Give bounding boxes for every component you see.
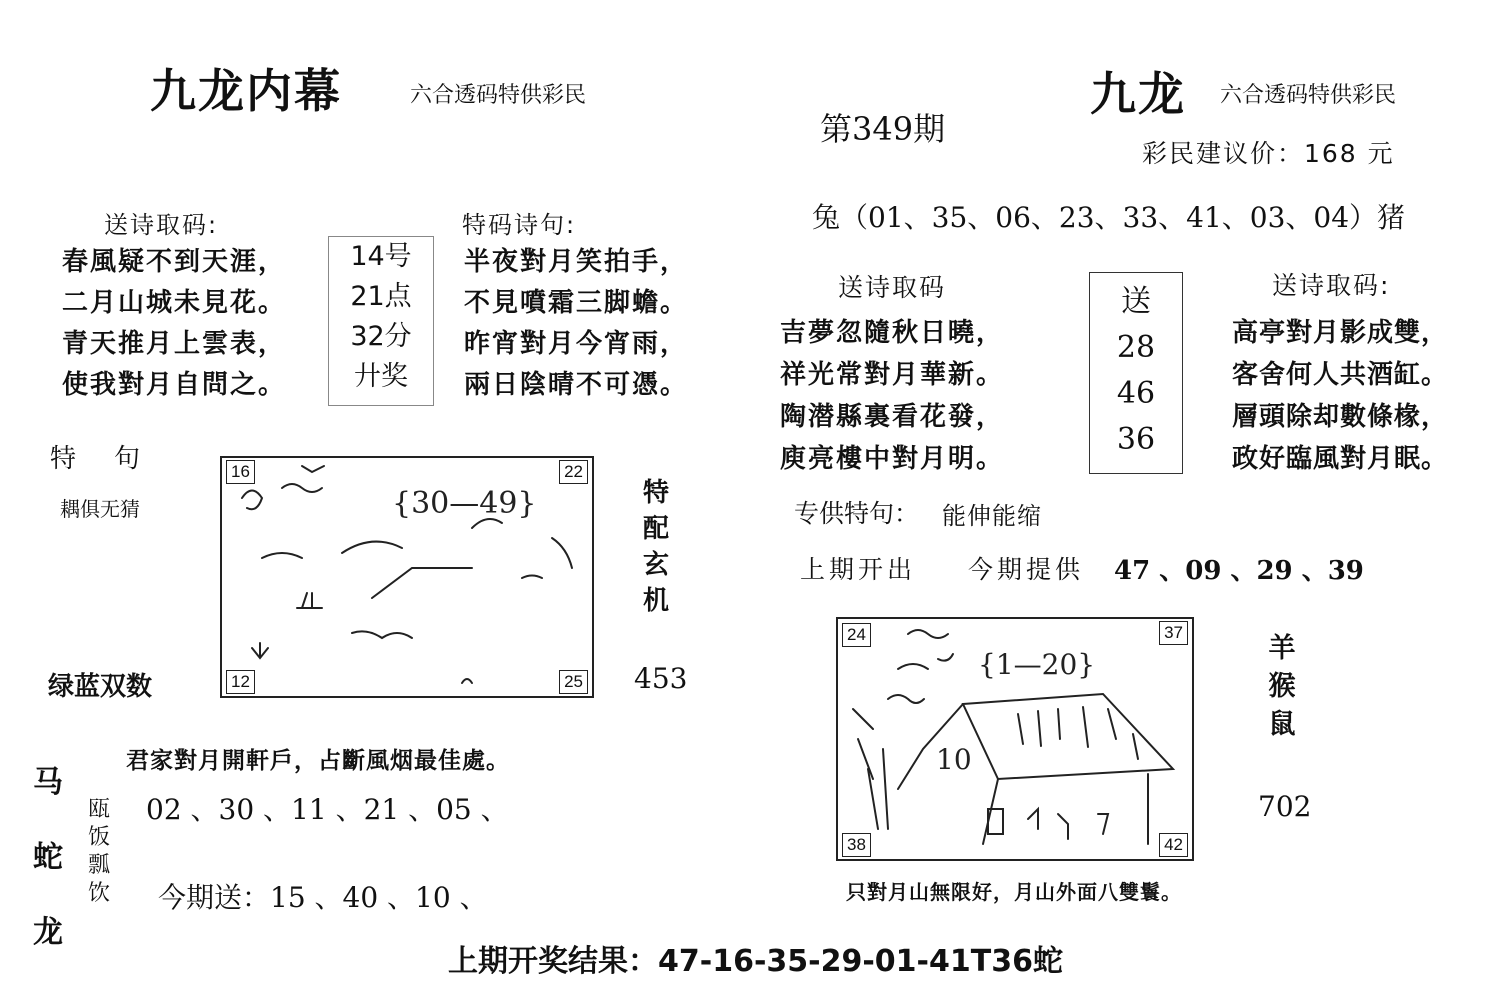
send-line: 36 — [1116, 422, 1156, 457]
left-poem-header: 送诗取码: — [104, 211, 219, 239]
side-char: 羊 — [1268, 633, 1296, 664]
right-poem-header-right: 送诗取码: — [1272, 271, 1391, 300]
frame-corner-top-left: 16 — [226, 460, 255, 484]
right-poem-left — [780, 312, 1004, 480]
frame-corner-bottom-left: 38 — [842, 833, 871, 857]
poem-line: 吉夢忽隨秋日曉， — [780, 318, 1005, 348]
left-numbers: 02 、30 、11 、21 、05 、 — [146, 793, 509, 826]
poem-line: 半夜對月笑拍手， — [464, 247, 689, 277]
send-line: 28 — [1116, 330, 1156, 365]
side-char: 特 — [642, 478, 669, 508]
right-footer: 只對月山無限好，月山外面八雙鬟。 — [846, 880, 1182, 904]
house-label: 10 — [936, 743, 972, 776]
zhuan-text: 能伸能缩 — [942, 502, 1042, 530]
zodiac-vertical — [30, 745, 66, 970]
hand-sketch — [222, 458, 592, 696]
sub-char: 饭 — [87, 825, 110, 850]
right-title: 九龙 — [1090, 67, 1186, 121]
send-box — [1089, 272, 1183, 474]
sub-char: 瓢 — [87, 853, 110, 878]
right-poem-right — [1232, 312, 1448, 480]
poem-line: 祥光常對月華新。 — [780, 360, 1005, 390]
box-line: 廾奖 — [354, 361, 408, 392]
special-poem-header: 特码诗句: — [462, 211, 577, 239]
left-sketch-frame — [220, 456, 594, 698]
range-line: 兔（01、35、06、23、33、41、03、04）猪 — [812, 201, 1406, 234]
box-line: 14号 — [350, 241, 412, 272]
zhuan-label: 专供特句： — [794, 499, 920, 528]
right-side-number: 702 — [1258, 790, 1312, 823]
poem-line: 昨宵對月今宵雨， — [464, 329, 689, 359]
poem-line: 政好臨風對月眠。 — [1232, 444, 1449, 474]
lv-lan-label: 绿蓝双数 — [48, 672, 153, 702]
house-sketch — [838, 619, 1192, 859]
poem-line: 層頭除却數條椽， — [1232, 402, 1449, 432]
poem-line: 客舍何人共酒缸。 — [1232, 360, 1449, 390]
right-side-vertical — [1262, 630, 1302, 744]
poem-line: 陶潜縣裏看花發， — [780, 402, 1005, 432]
send-line: 46 — [1116, 376, 1156, 411]
special-poem — [464, 242, 688, 406]
right-subtitle: 六合透码特供彩民 — [1220, 83, 1397, 108]
poem-line: 庾亮樓中對月明。 — [780, 444, 1005, 474]
today-send: 今期送：15 、40 、10 、 — [158, 881, 488, 914]
frame-corner-top-left: 24 — [842, 623, 871, 647]
side-char: 机 — [642, 586, 669, 616]
box-line: 21点 — [350, 281, 412, 312]
last-result: 上期开奖结果：47-16-35-29-01-41T36蛇 — [448, 944, 1063, 979]
side-char: 配 — [642, 514, 669, 544]
left-subtitle: 六合透码特供彩民 — [410, 83, 587, 108]
sub-char: 瓯 — [87, 797, 110, 822]
last-open-label: 上期开出 — [800, 555, 917, 584]
side-char: 鼠 — [1268, 709, 1296, 740]
side-char: 玄 — [642, 550, 669, 580]
price: 彩民建议价：168 元 — [1142, 139, 1395, 168]
poem-line: 青天推月上雲表， — [62, 329, 287, 359]
poem-line: 二月山城未見花。 — [62, 288, 287, 318]
zodiac-char: 蛇 — [33, 840, 63, 875]
poem-line: 不見噴霜三脚蟾。 — [464, 288, 689, 318]
poem-line: 使我對月自問之。 — [62, 370, 287, 400]
sub-char: 饮 — [87, 881, 110, 906]
issue-number: 第349期 — [820, 110, 946, 148]
right-poem-header-left: 送诗取码 — [838, 273, 947, 302]
left-side-number: 453 — [634, 662, 688, 695]
poem-line: 高亭對月影成雙， — [1232, 318, 1449, 348]
left-center-box — [328, 236, 434, 406]
this-provide-label: 今期提供 — [968, 555, 1085, 584]
frame-corner-top-right: 22 — [559, 460, 588, 484]
send-line: 送 — [1121, 284, 1151, 319]
poem-line: 春風疑不到天涯， — [62, 247, 287, 277]
poem-line: 兩日陰晴不可憑。 — [464, 370, 689, 400]
sketch-range-text: {30—49} — [392, 486, 537, 521]
te-ju-label: 特 句 — [50, 444, 147, 474]
left-poem — [62, 242, 286, 406]
house-range-text: {1—20} — [978, 648, 1096, 681]
frame-corner-bottom-right: 42 — [1159, 833, 1188, 857]
frame-corner-bottom-right: 25 — [559, 670, 588, 694]
sub-vertical — [84, 796, 114, 908]
frame-corner-bottom-left: 12 — [226, 670, 255, 694]
left-side-vertical — [636, 475, 676, 619]
side-char: 猴 — [1268, 671, 1296, 702]
provide-numbers: 47 、09 、29 、39 — [1114, 556, 1364, 586]
box-line: 32分 — [350, 321, 412, 352]
left-poem-footer: 君家對月開軒戶，占斷風烟最佳處。 — [126, 748, 510, 774]
te-ju-text: 耦俱无猜 — [60, 497, 140, 521]
frame-corner-top-right: 37 — [1159, 621, 1188, 645]
zodiac-char: 龙 — [33, 915, 63, 950]
zodiac-char: 马 — [33, 765, 63, 800]
left-title: 九龙内幕 — [150, 64, 342, 118]
right-sketch-frame — [836, 617, 1194, 861]
